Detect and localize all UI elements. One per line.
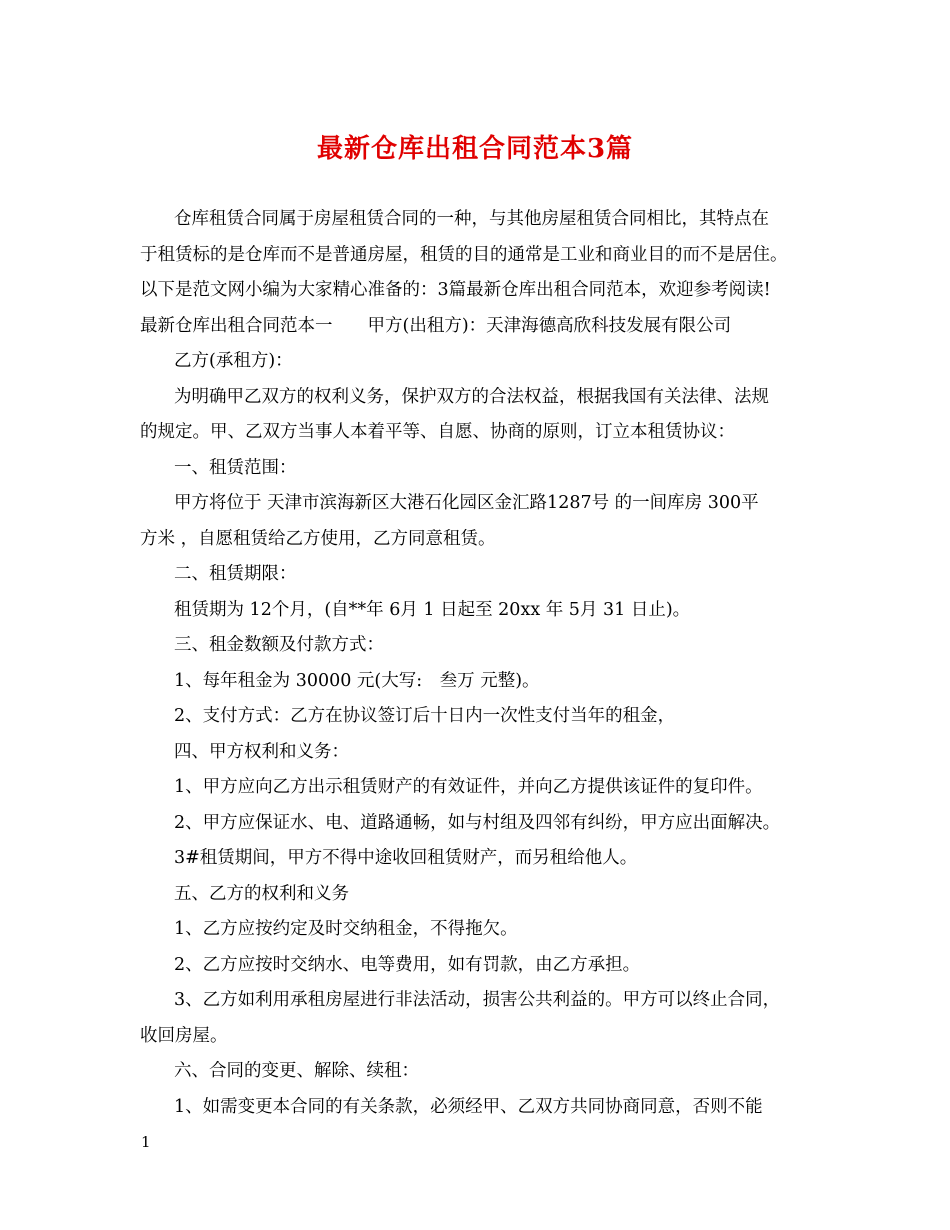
paragraph-line: 为明确甲乙双方的权利义务，保护双方的合法权益，根据我国有关法律、法规 (174, 387, 769, 407)
paragraph-line: 收回房屋。 (140, 1026, 228, 1046)
section-heading: 六、合同的变更、解除、续租： (174, 1061, 419, 1081)
paragraph-line: 2、支付方式：乙方在协议签订后十日内一次性支付当年的租金， (174, 706, 676, 726)
paragraph-line: 以下是范文网小编为大家精心准备的：3篇最新仓库出租合同范本，欢迎参考阅读! (140, 280, 771, 300)
paragraph-line: 2、乙方应按时交纳水、电等费用，如有罚款，由乙方承担。 (174, 955, 641, 975)
paragraph-line: 1、乙方应按约定及时交纳租金，不得拖欠。 (174, 919, 518, 939)
paragraph-line: 租赁期为 12个月，(自**年 6月 1 日起至 20xx 年 5月 31 日止)。 (174, 600, 691, 620)
paragraph-line: 的规定。甲、乙双方当事人本着平等、自愿、协商的原则，订立本租赁协议： (140, 422, 735, 442)
paragraph-line: 方米 ，自愿租赁给乙方使用，乙方同意租赁。 (140, 529, 496, 549)
paragraph-line: 2、甲方应保证水、电、道路通畅，如与村组及四邻有纠纷，甲方应出面解决。 (174, 813, 781, 833)
paragraph-line: 1、甲方应向乙方出示租赁财产的有效证件，并向乙方提供该证件的复印件。 (174, 777, 763, 797)
paragraph-line: 乙方(承租方)： (174, 351, 293, 371)
paragraph-line: 1、如需变更本合同的有关条款，必须经甲、乙双方共同协商同意，否则不能 (174, 1097, 763, 1117)
paragraph-line: 3#租赁期间，甲方不得中途收回租赁财产，而另租给他人。 (174, 848, 638, 868)
paragraph-line: 仓库租赁合同属于房屋租赁合同的一种，与其他房屋租赁合同相比，其特点在 (174, 209, 769, 229)
page-number: 1 (141, 1133, 151, 1151)
document-title: 最新仓库出租合同范本3篇 (316, 134, 634, 164)
section-heading: 三、租金数额及付款方式： (174, 635, 384, 655)
paragraph-line: 于租赁标的是仓库而不是普通房屋，租赁的目的通常是工业和商业目的而不是居住。 (140, 245, 788, 265)
paragraph-line: 最新仓库出租合同范本一 甲方(出租方)：天津海德高欣科技发展有限公司 (140, 316, 732, 336)
section-heading: 一、租赁范围： (174, 458, 297, 478)
paragraph-line: 甲方将位于 天津市滨海新区大港石化园区金汇路1287号 的一间库房 300平 (174, 493, 759, 513)
section-heading: 四、甲方权利和义务： (174, 742, 349, 762)
section-heading: 二、租赁期限： (174, 564, 297, 584)
section-heading: 五、乙方的权利和义务 (174, 884, 349, 904)
paragraph-line: 1、每年租金为 30000 元(大写: 叁万 元整)。 (174, 671, 540, 691)
paragraph-line: 3、乙方如利用承租房屋进行非法活动，损害公共利益的。甲方可以终止合同， (174, 990, 781, 1010)
